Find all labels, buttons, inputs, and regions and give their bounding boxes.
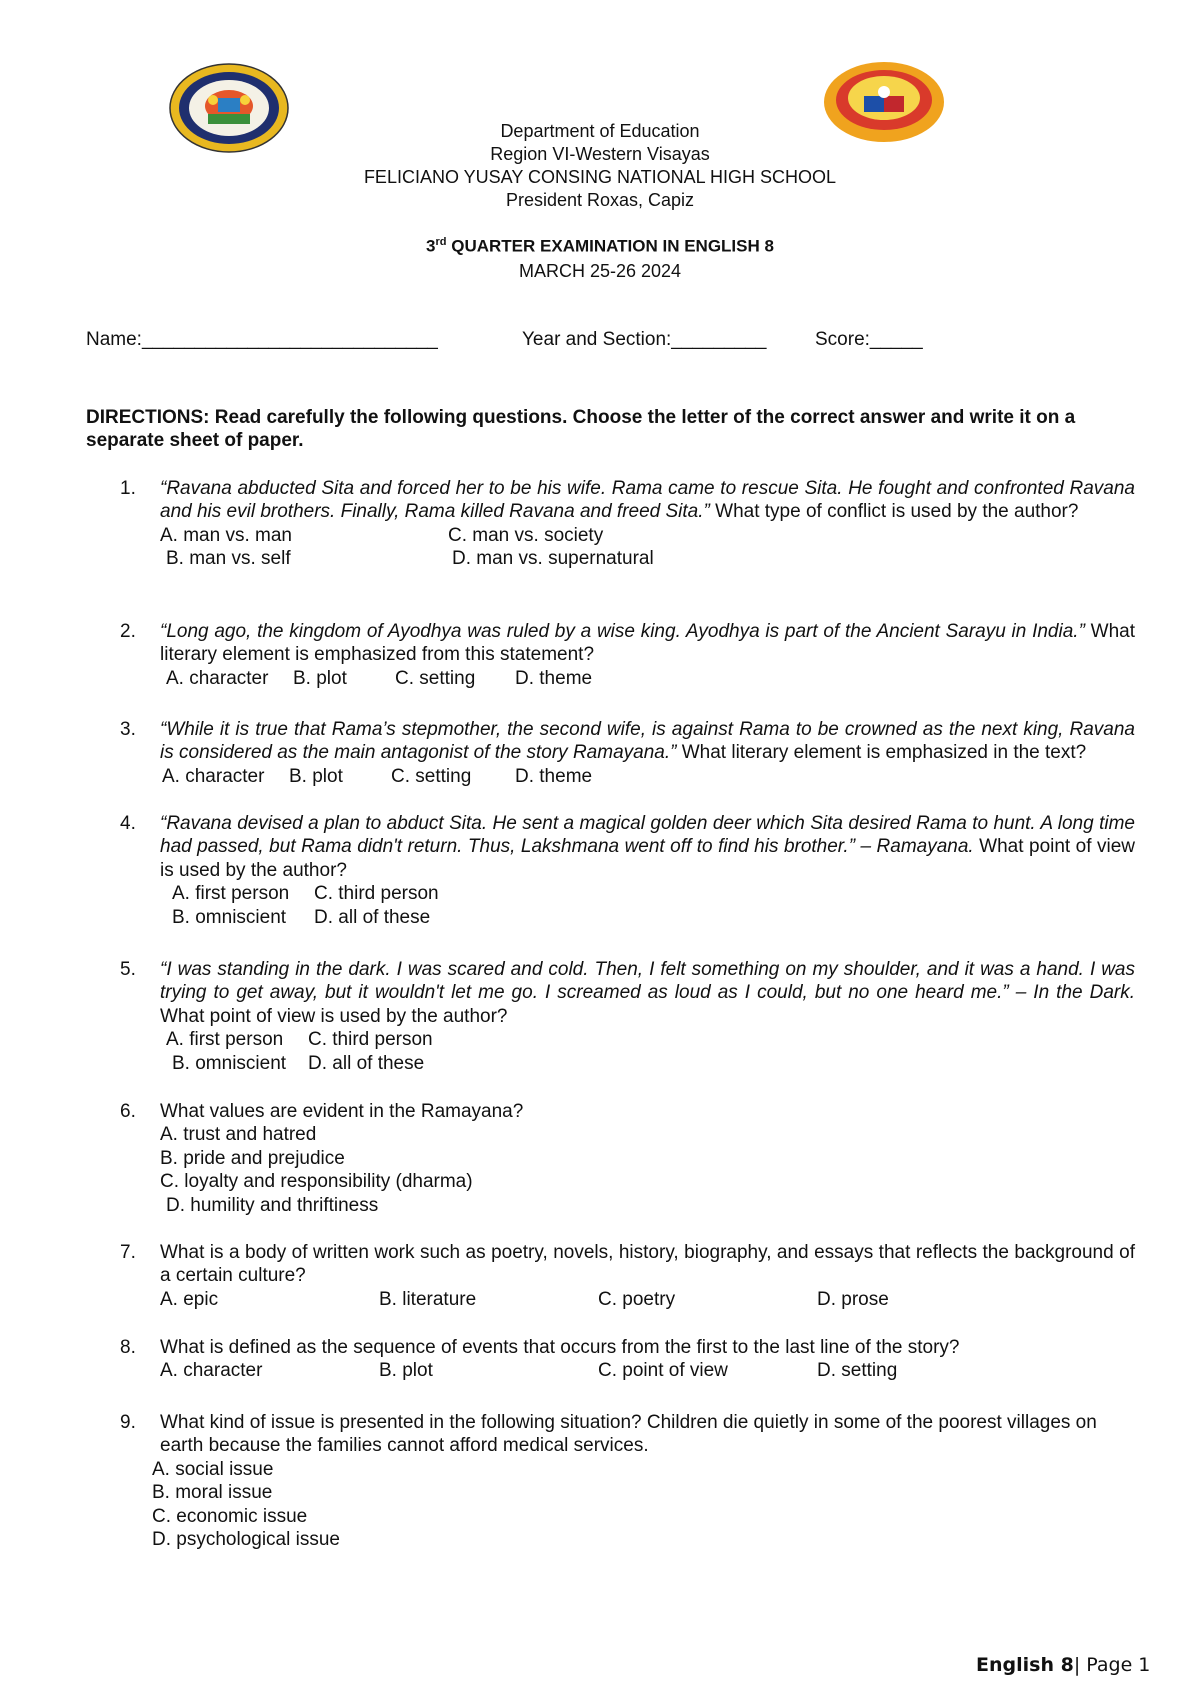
question-text: What literary element is emphasized from this statement?	[160, 621, 1136, 666]
question-text: What kind of issue is presented in the following situation? Children die quietly in some of the poorest villages on earth because the families cannot afford medical services.	[160, 1412, 1097, 1457]
question-number: 3.	[120, 719, 136, 740]
exam-date: MARCH 25-26 2024	[518, 261, 682, 281]
option-a[interactable]: A. first person	[166, 1029, 284, 1051]
option-a[interactable]: A. epic	[160, 1288, 219, 1310]
option-a[interactable]: A. trust and hatred	[160, 1124, 317, 1146]
exam-number: 3	[426, 236, 436, 256]
exam-title-text: QUARTER EXAMINATION IN ENGLISH 8	[446, 236, 774, 256]
question-text: What values are evident in the Ramayana?	[160, 1101, 524, 1122]
footer-separator: |	[1073, 1654, 1087, 1676]
option-c[interactable]: C. setting	[395, 667, 476, 689]
option-c[interactable]: C. man vs. society	[448, 524, 604, 546]
question-6	[120, 1100, 1135, 1217]
question-3	[120, 718, 1135, 788]
option-a[interactable]: A. man vs. man	[160, 524, 292, 546]
option-d[interactable]: D. humility and thriftiness	[166, 1194, 379, 1216]
option-b[interactable]: B. plot	[289, 765, 343, 787]
option-a[interactable]: A. first person	[172, 883, 290, 905]
question-number: 5.	[120, 959, 136, 980]
question-text: What point of view is used by the author?	[160, 1005, 508, 1027]
option-b[interactable]: B. omniscient	[172, 1052, 287, 1074]
question-number: 9.	[120, 1412, 136, 1433]
option-a[interactable]: A. character	[166, 667, 269, 689]
question-number: 8.	[120, 1337, 136, 1358]
footer-page-number: Page 1	[1086, 1654, 1151, 1676]
option-d[interactable]: D. setting	[817, 1360, 898, 1382]
question-text: What is a body of written work such as poetry, novels, history, biography, and essays that reflects the background of a certain culture?	[160, 1242, 1135, 1287]
region-line: Region VI-Western Visayas	[490, 144, 710, 164]
option-b[interactable]: B. omniscient	[172, 906, 287, 928]
question-number: 1.	[120, 478, 136, 499]
question-number: 4.	[120, 813, 136, 834]
question-quote: “While it is true that Rama’s stepmother, the second wife, is against Rama to be crowned as the next king, Ravana is considered as the main antagonist of the story Ramayana.”	[160, 719, 1135, 764]
option-d[interactable]: D. theme	[515, 765, 593, 787]
section-field[interactable]: Year and Section:_________	[522, 329, 767, 350]
option-b[interactable]: B. plot	[379, 1360, 433, 1382]
department-line: Department of Education	[500, 121, 700, 141]
option-c[interactable]: C. setting	[391, 765, 472, 787]
exam-title	[0, 236, 1200, 257]
school-name: FELICIANO YUSAY CONSING NATIONAL HIGH SCHOOL	[363, 167, 837, 187]
name-field[interactable]: Name:____________________________	[86, 329, 438, 350]
question-number: 7.	[120, 1242, 136, 1263]
school-address: President Roxas, Capiz	[505, 190, 695, 210]
footer-subject: English 8	[976, 1654, 1074, 1676]
option-a[interactable]: A. character	[160, 1360, 263, 1382]
question-7	[120, 1241, 1135, 1311]
question-4	[120, 812, 1135, 929]
option-b[interactable]: B. moral issue	[152, 1482, 273, 1504]
question-quote: “Ravana abducted Sita and forced her to be his wife. Rama came to rescue Sita. He fought and confronted Ravana and his evil brothers. Finally, Rama killed Ravana and freed Sita.”	[160, 478, 1135, 523]
option-c[interactable]: C. third person	[314, 883, 439, 905]
option-d[interactable]: D. theme	[515, 667, 593, 689]
question-1	[120, 477, 1135, 571]
option-d[interactable]: D. all of these	[314, 906, 431, 928]
page-footer	[976, 1654, 1150, 1676]
question-quote: “Ravana devised a plan to abduct Sita. He sent a magical golden deer which Sita desired Rama to hunt. A long time had passed, but Rama didn't return. Thus, Lakshmana went off to find his brother.” – Ramayana.	[160, 813, 1135, 858]
option-c[interactable]: C. poetry	[598, 1288, 676, 1310]
question-2	[120, 620, 1135, 690]
option-b[interactable]: B. man vs. self	[166, 548, 291, 570]
question-8	[120, 1336, 1135, 1383]
question-number: 6.	[120, 1101, 136, 1122]
directions-label: DIRECTIONS:	[86, 407, 210, 428]
option-c[interactable]: C. economic issue	[152, 1505, 308, 1527]
directions	[86, 406, 1136, 453]
option-a[interactable]: A. character	[162, 765, 265, 787]
option-d[interactable]: D. all of these	[308, 1052, 425, 1074]
option-d[interactable]: D. prose	[817, 1288, 889, 1310]
question-quote: “Long ago, the kingdom of Ayodhya was ruled by a wise king. Ayodhya is part of the Ancient Sarayu in India.”	[160, 621, 1085, 642]
option-c[interactable]: C. loyalty and responsibility (dharma)	[160, 1171, 473, 1193]
option-d[interactable]: D. psychological issue	[152, 1529, 340, 1551]
exam-ordinal: rd	[435, 236, 447, 248]
option-b[interactable]: B. plot	[293, 667, 347, 689]
question-9	[120, 1411, 1135, 1551]
option-a[interactable]: A. social issue	[152, 1458, 274, 1480]
option-b[interactable]: B. literature	[379, 1288, 477, 1310]
directions-text: Read carefully the following questions. Choose the letter of the correct answer and write it on a separate sheet of paper.	[86, 407, 1076, 452]
score-field[interactable]: Score:_____	[815, 329, 923, 350]
question-text: What literary element is emphasized in the text?	[676, 742, 1087, 764]
question-text: What type of conflict is used by the author?	[709, 501, 1079, 523]
question-5	[120, 958, 1135, 1075]
question-number: 2.	[120, 621, 136, 642]
question-text: What is defined as the sequence of events that occurs from the first to the last line of the story?	[160, 1337, 960, 1358]
option-d[interactable]: D. man vs. supernatural	[452, 548, 654, 570]
option-b[interactable]: B. pride and prejudice	[160, 1147, 345, 1169]
question-quote: “I was standing in the dark. I was scared and cold. Then, I felt something on my shoulder, and it was a hand. I was trying to get away, but it wouldn't let me go. I screamed as loud as I could, but no one heard me.” – In the Dark.	[160, 959, 1135, 1004]
option-c[interactable]: C. point of view	[598, 1360, 728, 1382]
question-text: What point of view is used by the author?	[160, 836, 1135, 881]
option-c[interactable]: C. third person	[308, 1029, 433, 1051]
